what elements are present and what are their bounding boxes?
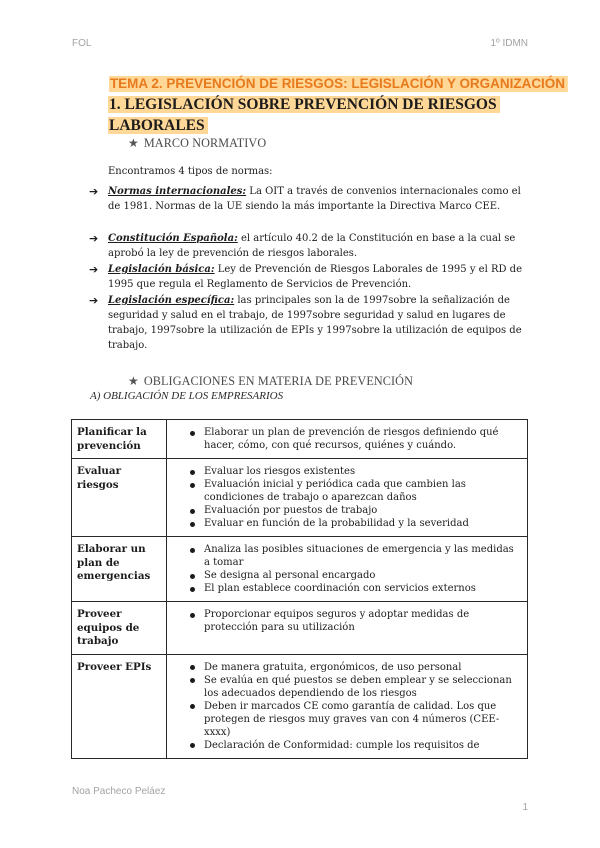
bullet-icon [190,483,195,488]
footer-author: Noa Pacheco Peláez [72,786,166,797]
row-label: Planificar la prevención [72,420,167,459]
bullet-icon [190,548,195,553]
bullet-icon [190,587,195,592]
marco-heading: ★ MARCO NORMATIVO [128,136,267,150]
bullet-icon [190,743,195,748]
table-row [72,654,528,758]
bullet-icon [190,665,195,670]
document-title: TEMA 2. PREVENCIÓN DE RIESGOS: LEGISLACIÓN Y ORGANIZACIÓN [109,74,499,94]
list-text: el artículo 40.2 de la Constitución en base a la cual se aprobó la ley de prevención de riesgos laborales. [108,233,516,259]
bullet-icon [190,613,195,618]
bullet-icon [190,522,195,527]
row-label: Elaborar un plan de emergencias [72,537,167,602]
list-item: Se evalúa en qué puestos se deben emplear y se seleccionan los adecuados dependiendo de los riesgos [167,674,519,700]
list-item: De manera gratuita, ergonómicos, de uso personal [167,661,519,674]
list-item: Evaluación inicial y periódica cada que cambien las condiciones de trabajo o aparezcan daños [167,478,519,504]
list-term: Normas internacionales: [108,186,247,197]
list-item: Declaración de Conformidad: cumple los requisitos de [167,739,519,752]
table-row [72,602,528,655]
obligations-table [71,419,528,759]
table-row [72,537,528,602]
row-label: Proveer EPIs [72,654,167,758]
list-item: Proporcionar equipos seguros y adoptar medidas de protección para su utilización [167,608,519,634]
list-item: El plan establece coordinación con servicios externos [167,582,519,595]
arrow-icon: ➔ [89,185,99,198]
header-subject: FOL [72,38,92,49]
bullet-icon [190,704,195,709]
empresarios-subheading: A) OBLIGACIÓN DE LOS EMPRESARIOS [90,390,284,402]
list-item: Evaluación por puestos de trabajo [167,504,519,517]
list-text: La OIT a través de convenios internacionales como el de 1981. Normas de la UE siendo la más importante la Directiva Marco CEE. [108,186,521,212]
list-term: Constitución Española: [108,233,238,244]
section-heading: 1. LEGISLACIÓN SOBRE PREVENCIÓN DE RIESGOS LABORALES [108,94,528,136]
table-row [72,420,528,459]
list-text: Ley de Prevención de Riesgos Laborales de 1995 y el RD de 1995 que regula el Reglamento de Servicios de Prevención. [108,264,522,290]
list-item: Evaluar en función de la probabilidad y la severidad [167,517,519,530]
arrow-icon: ➔ [89,232,99,245]
star-icon: ★ [128,374,139,388]
bullet-icon [190,678,195,683]
bullet-icon [190,509,195,514]
bullet-icon [190,470,195,475]
bullet-icon [190,574,195,579]
row-label: Proveer equipos de trabajo [72,602,167,655]
arrow-icon: ➔ [89,294,99,307]
page-number: 1 [522,802,528,813]
row-label: Evaluar riesgos [72,459,167,537]
table-row [72,459,528,537]
list-term: Legislación básica: [108,264,215,275]
list-item: Elaborar un plan de prevención de riesgos definiendo qué hacer, cómo, con qué recursos, quiénes y cuándo. [167,426,519,452]
bullet-icon [190,431,195,436]
list-text: las principales son la de 1997sobre la señalización de seguridad y salud en el trabajo, de 1997sobre seguridad y salud en lugares de trabajo, 1997sobre la utilización de EPIs y 1997sobre la utilización de equipos de trabajo. [108,295,522,351]
star-icon: ★ [128,136,139,150]
list-item: Se designa al personal encargado [167,569,519,582]
list-item: Evaluar los riesgos existentes [167,465,519,478]
header-course: 1º IDMN [490,38,528,49]
list-term: Legislación específica: [108,295,235,306]
list-item: Analiza las posibles situaciones de emergencia y las medidas a tomar [167,543,519,569]
obligaciones-heading: ★ OBLIGACIONES EN MATERIA DE PREVENCIÓN [128,374,413,388]
marco-intro: Encontramos 4 tipos de normas: [108,166,273,177]
arrow-icon: ➔ [89,263,99,276]
list-item: Deben ir marcados CE como garantía de calidad. Los que protegen de riesgos muy graves van con 4 números (CEE-xxxx) [167,700,519,739]
